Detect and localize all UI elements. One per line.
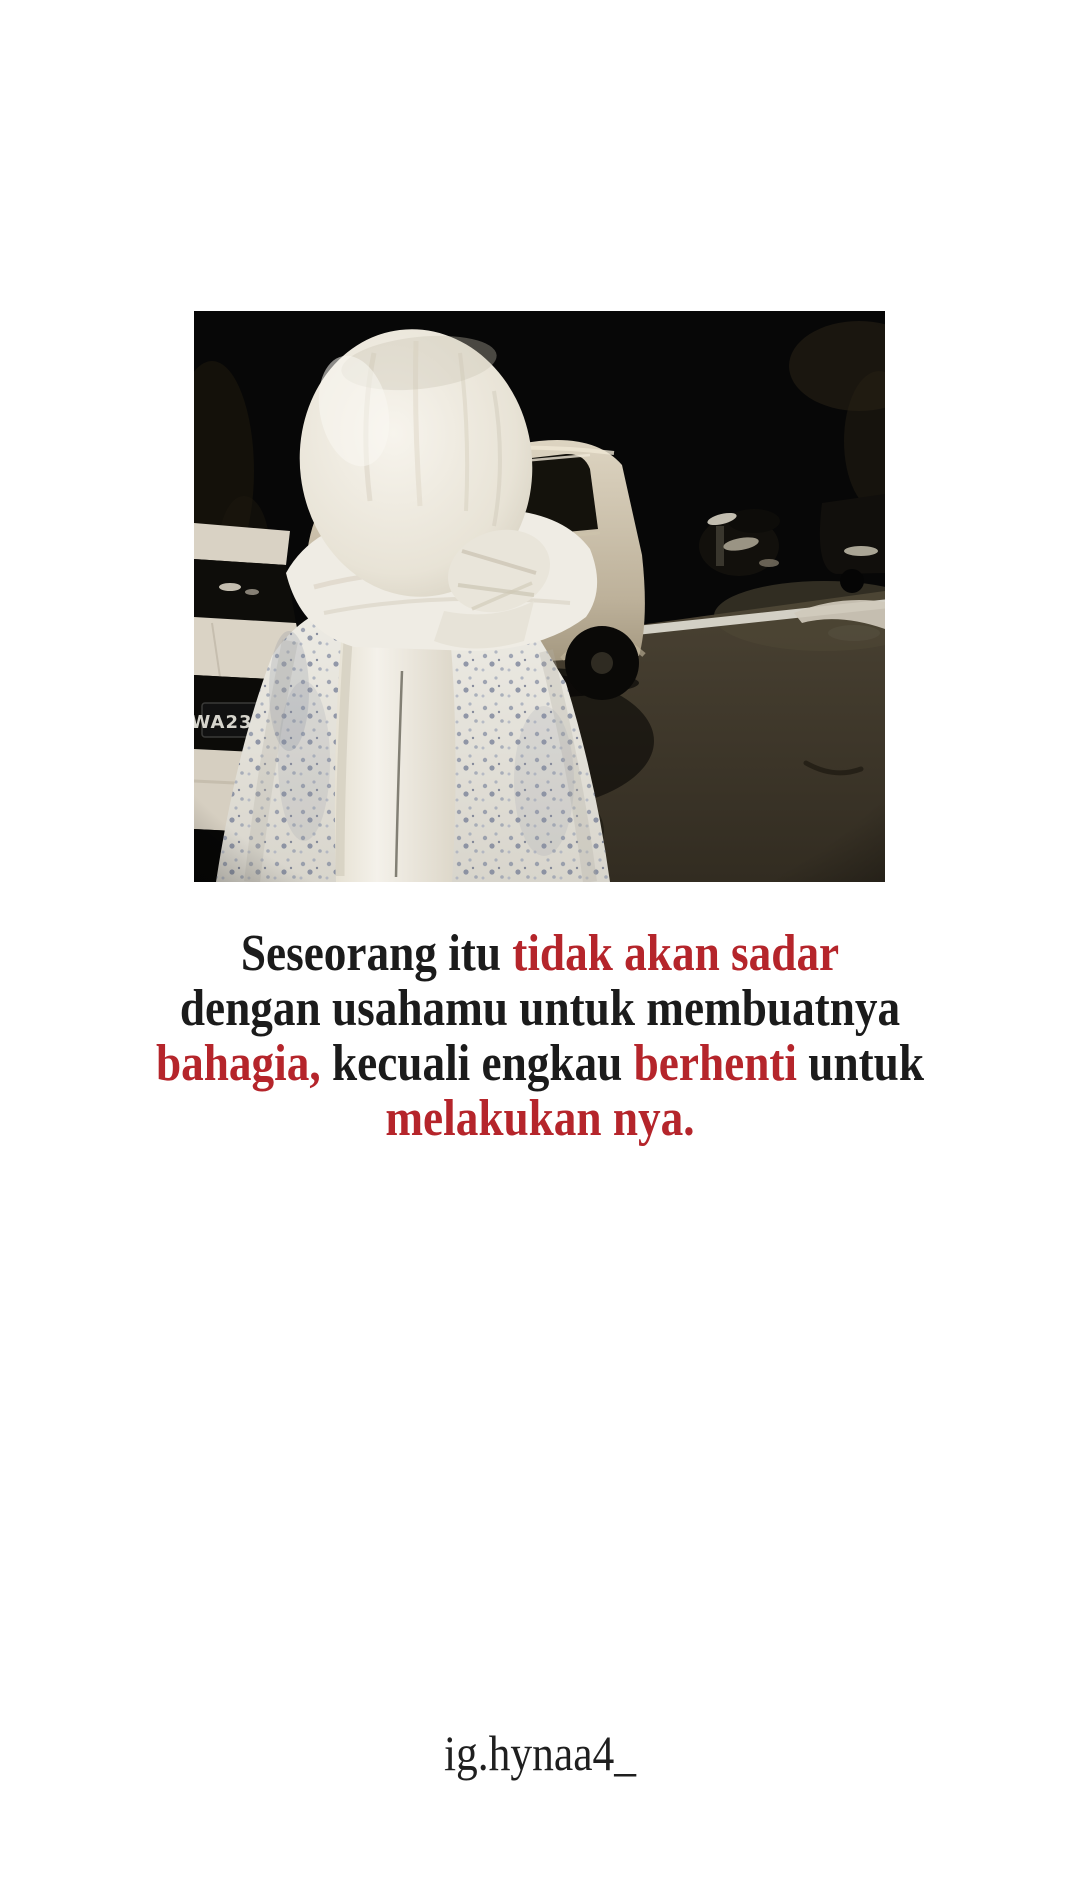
photo — [194, 311, 885, 882]
quote-segment: melakukan nya. — [385, 1090, 695, 1147]
quote-line — [70, 926, 1010, 981]
quote-segment: bahagia, — [155, 1035, 321, 1092]
quote-line — [70, 1036, 1010, 1091]
watermark-text: ig.hynaa4_ — [443, 1725, 637, 1781]
quote-segment: dengan usahamu untuk membuatnya — [179, 980, 901, 1037]
quote-segment: tidak akan sadar — [512, 925, 840, 982]
quote-segment: berhenti — [633, 1035, 797, 1092]
photo-vignette — [194, 311, 885, 882]
quote-segment: kecuali engkau — [320, 1035, 634, 1092]
quote-line — [70, 1091, 1010, 1146]
quote-text — [70, 926, 1010, 1146]
quote-segment: untuk — [796, 1035, 925, 1092]
quote-line — [70, 981, 1010, 1036]
quote-segment: Seseorang itu — [240, 925, 513, 982]
street-photo-scene — [194, 311, 885, 882]
